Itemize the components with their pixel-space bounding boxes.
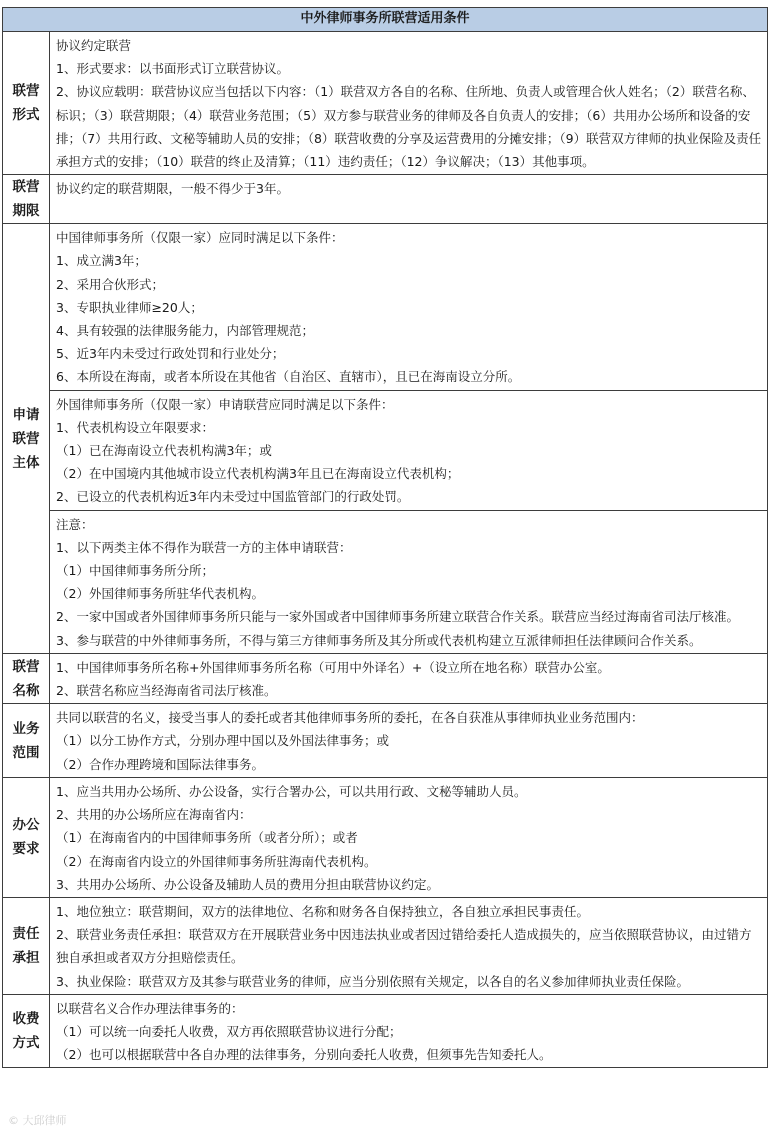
table-row — [3, 175, 768, 224]
content-line: 3、参与联营的中外律师事务所，不得与第三方律师事务所及其分所或代表机构建立互派律师担任法律顾问合作关系。 — [56, 632, 702, 648]
content-line: 1、应当共用办公场所、办公设备，实行合署办公，可以共用行政、文秘等辅助人员。 — [56, 783, 527, 799]
row-content — [50, 390, 768, 510]
content-line: 3、专职执业律师≥20人； — [56, 299, 203, 315]
content-line: 2、协议应载明：联营协议应当包括以下内容：（1）联营双方各自的名称、住所地、负责人或管理合伙人姓名；（2）联营名称、标识；（3）联营期限；（4）联营业务范围；（5）双方参与联营业务的律师及各自负责人的安排；（6）共用办公场所和设备的安排；（7）共用行政、文秘等辅助人员的安排；（8）联营收费的分享及运营费用的分摊安排；（9）联营双方律师的执业保险及责任承担方式的安排；（10）联营的终止及清算；（11）违约责任；（12）争议解决；（13）其他事项。 — [56, 84, 762, 170]
row-content — [50, 777, 768, 897]
row-label — [3, 175, 50, 224]
row-label-part: 联营 — [12, 430, 40, 447]
content-line: （2）也可以根据联营中各自办理的法律事务，分别向委托人收费，但须事先告知委托人。 — [56, 1047, 552, 1063]
row-content — [50, 175, 768, 224]
row-content — [50, 994, 768, 1068]
content-line: （1）已在海南设立代表机构满3年；或 — [56, 443, 272, 459]
content-line: 协议约定的联营期限，一般不得少于3年。 — [56, 181, 289, 197]
row-label-part: 要求 — [12, 841, 40, 858]
row-content — [50, 897, 768, 994]
table-row — [3, 897, 768, 994]
content-line: （1）在海南省内的中国律师事务所（或者分所）；或者 — [56, 830, 358, 846]
row-label-part: 方式 — [12, 1035, 40, 1052]
content-line: 1、中国律师事务所名称+外国律师事务所名称（可用中外译名）+（设立所在地名称）联营办公室。 — [56, 659, 610, 675]
row-content — [50, 510, 768, 653]
row-label-part: 联营 — [12, 179, 40, 196]
content-line: （1）以分工协作方式，分别办理中国以及外国法律事务；或 — [56, 733, 389, 749]
row-label-part: 范围 — [12, 744, 40, 761]
content-line: 6、本所设在海南，或者本所设在其他省（自治区、直辖市），且已在海南设立分所。 — [56, 369, 521, 385]
row-content — [50, 653, 768, 703]
row-label-part: 业务 — [12, 720, 40, 737]
row-label-part: 主体 — [12, 454, 40, 471]
content-line: 4、具有较强的法律服务能力，内部管理规范； — [56, 323, 314, 339]
row-label — [3, 653, 50, 703]
content-line: 1、地位独立：联营期间，双方的法律地位、名称和财务各自保持独立，各自独立承担民事责任。 — [56, 903, 589, 919]
row-content — [50, 704, 768, 778]
row-label-part: 联营 — [12, 658, 40, 675]
row-label — [3, 224, 50, 654]
content-line: 共同以联营的名义，接受当事人的委托或者其他律师事务所的委托，在各自获准从事律师执业业务范围内： — [56, 710, 644, 726]
row-label — [3, 777, 50, 897]
row-content — [50, 32, 768, 175]
content-line: （1）可以统一向委托人收费，双方再依照联营协议进行分配； — [56, 1023, 402, 1039]
row-label — [3, 32, 50, 175]
table-title: 中外律师事务所联营适用条件 — [3, 8, 768, 32]
row-label-part: 责任 — [12, 925, 40, 942]
row-label-part: 收费 — [12, 1011, 40, 1028]
content-line: 2、一家中国或者外国律师事务所只能与一家外国或者中国律师事务所建立联营合作关系。联营应当经过海南省司法厅核准。 — [56, 609, 739, 625]
row-label-part: 办公 — [12, 817, 40, 834]
table-body — [3, 32, 768, 1068]
content-line: 5、近3年内未受过行政处罚和行业处分； — [56, 346, 285, 362]
conditions-table — [2, 7, 768, 1068]
content-line: 3、共用办公场所、办公设备及辅助人员的费用分担由联营协议约定。 — [56, 876, 439, 892]
content-line: 2、联营名称应当经海南省司法厅核准。 — [56, 683, 277, 699]
content-line: （2）外国律师事务所驻华代表机构。 — [56, 586, 264, 602]
table-row — [3, 510, 768, 653]
content-line: 1、以下两类主体不得作为联营一方的主体申请联营： — [56, 539, 352, 555]
content-line: 2、共用的办公场所应在海南省内： — [56, 807, 252, 823]
row-label — [3, 897, 50, 994]
table-row — [3, 704, 768, 778]
content-line: 以联营名义合作办理法律事务的： — [56, 1000, 244, 1016]
row-label — [3, 994, 50, 1068]
content-line: 1、成立满3年； — [56, 253, 147, 269]
row-label — [3, 704, 50, 778]
row-label-part: 形式 — [12, 107, 40, 124]
content-line: 1、形式要求：以书面形式订立联营协议。 — [56, 61, 289, 77]
row-label-part: 联营 — [12, 83, 40, 100]
table-row — [3, 777, 768, 897]
content-line: 2、采用合伙形式； — [56, 276, 164, 292]
row-label-part: 名称 — [12, 682, 40, 699]
content-line: （2）在中国境内其他城市设立代表机构满3年且已在海南设立代表机构； — [56, 466, 460, 482]
content-line: （2）合作办理跨境和国际法律事务。 — [56, 756, 264, 772]
table-row — [3, 994, 768, 1068]
row-content — [50, 224, 768, 390]
content-line: 2、联营业务责任承担：联营双方在开展联营业务中因违法执业或者因过错给委托人造成损失的，应当依照联营协议，由过错方独自承担或者双方分担赔偿责任。 — [56, 927, 752, 966]
row-label-part: 承担 — [12, 949, 40, 966]
content-line: 1、代表机构设立年限要求： — [56, 419, 214, 435]
content-line: 外国律师事务所（仅限一家）申请联营应同时满足以下条件： — [56, 396, 394, 412]
content-line: 注意： — [56, 516, 94, 532]
content-line: 3、执业保险：联营双方及其参与联营业务的律师，应当分别依照有关规定，以各自的名义参加律师执业责任保险。 — [56, 973, 689, 989]
content-line: （2）在海南省内设立的外国律师事务所驻海南代表机构。 — [56, 853, 377, 869]
table-row — [3, 390, 768, 510]
watermark: © 大邱律师 — [8, 1114, 67, 1127]
table-row — [3, 32, 768, 175]
content-line: 协议约定联营 — [56, 38, 132, 53]
row-label-part: 申请 — [12, 406, 40, 423]
row-label-part: 期限 — [12, 203, 40, 220]
content-line: （1）中国律师事务所分所； — [56, 563, 214, 579]
table-row — [3, 653, 768, 703]
content-line: 中国律师事务所（仅限一家）应同时满足以下条件： — [56, 230, 344, 246]
content-line: 2、已设立的代表机构近3年内未受过中国监管部门的行政处罚。 — [56, 489, 410, 505]
table-row — [3, 224, 768, 390]
